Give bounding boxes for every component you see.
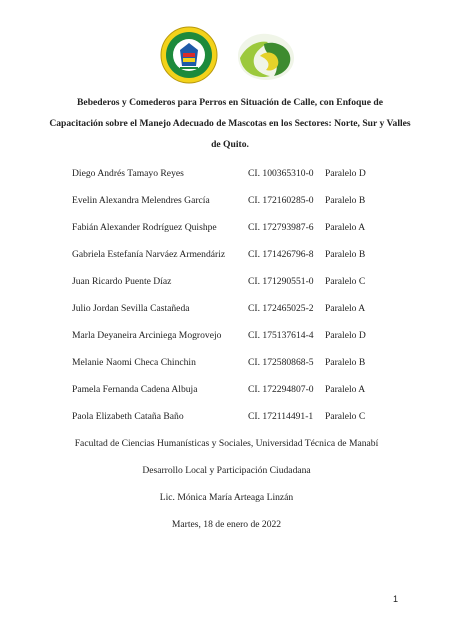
university-seal-logo <box>160 26 218 84</box>
student-paralelo: Paralelo D <box>325 168 366 179</box>
page-number: 1 <box>393 594 399 604</box>
student-name: Melanie Naomi Checa Chinchin <box>72 357 196 368</box>
student-paralelo: Paralelo B <box>325 357 366 368</box>
student-ci: CI. 172160285-0 <box>248 195 314 206</box>
student-paralelo: Paralelo D <box>325 330 366 341</box>
date-line: Martes, 18 de enero de 2022 <box>171 519 282 530</box>
student-row <box>0 168 453 180</box>
student-row <box>0 330 453 342</box>
student-name: Marla Deyaneira Arciniega Mogrovejo <box>72 330 222 341</box>
student-row <box>0 195 453 207</box>
student-ci: CI. 172114491-1 <box>248 411 314 422</box>
student-paralelo: Paralelo B <box>325 195 366 206</box>
student-ci: CI. 172580868-5 <box>248 357 314 368</box>
student-row <box>0 303 453 315</box>
student-ci: CI. 171426796-8 <box>248 249 314 260</box>
title-line-3: de Quito. <box>211 139 249 150</box>
title-line-2: Capacitación sobre el Manejo Adecuado de Mascotas en los Sectores: Norte, Sur y Valles <box>49 118 411 129</box>
student-paralelo: Paralelo B <box>325 249 366 260</box>
student-ci: CI. 171290551-0 <box>248 276 314 287</box>
faculty-line: Facultad de Ciencias Humanísticas y Sociales, Universidad Técnica de Manabí <box>74 438 379 449</box>
student-ci: CI. 172294807-0 <box>248 384 314 395</box>
student-ci: CI. 172465025-2 <box>248 303 314 314</box>
logo-header <box>0 26 453 86</box>
student-ci: CI. 172793987-6 <box>248 222 314 233</box>
student-paralelo: Paralelo A <box>325 222 366 233</box>
student-row <box>0 276 453 288</box>
student-row <box>0 222 453 234</box>
student-paralelo: Paralelo C <box>325 411 366 422</box>
student-paralelo: Paralelo A <box>325 303 366 314</box>
student-paralelo: Paralelo A <box>325 384 366 395</box>
subject-line: Desarrollo Local y Participación Ciudadana <box>142 465 311 476</box>
student-row <box>0 411 453 423</box>
landscape-emblem-logo <box>234 28 298 84</box>
student-name: Paola Elizabeth Cataña Baño <box>72 411 184 422</box>
student-name: Pamela Fernanda Cadena Albuja <box>72 384 198 395</box>
title-line-1: Bebederos y Comederos para Perros en Situación de Calle, con Enfoque de <box>77 97 383 108</box>
student-name: Evelin Alexandra Melendres García <box>72 195 210 206</box>
student-row <box>0 357 453 369</box>
teacher-line: Lic. Mónica María Arteaga Linzán <box>159 492 294 503</box>
student-ci: CI. 100365310-0 <box>248 168 314 179</box>
student-ci: CI. 175137614-4 <box>248 330 314 341</box>
student-name: Fabián Alexander Rodríguez Quishpe <box>72 222 217 233</box>
student-row <box>0 249 453 261</box>
student-name: Gabriela Estefanía Narváez Armendáriz <box>72 249 226 260</box>
student-name: Juan Ricardo Puente Díaz <box>72 276 172 287</box>
student-paralelo: Paralelo C <box>325 276 366 287</box>
student-name: Diego Andrés Tamayo Reyes <box>72 168 184 179</box>
student-name: Julio Jordan Sevilla Castañeda <box>72 303 190 314</box>
student-row <box>0 384 453 396</box>
